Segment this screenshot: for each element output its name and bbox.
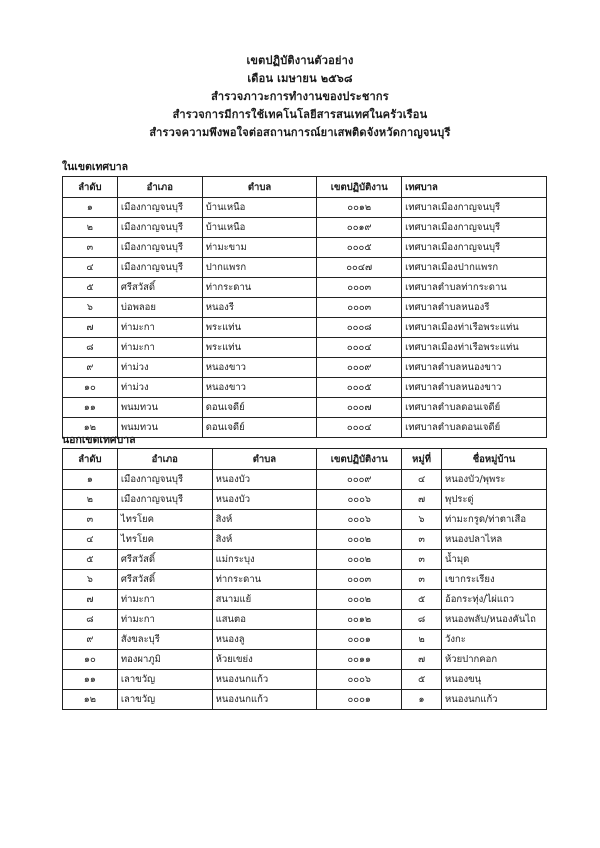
cell-ea: ๐๐๐๕ — [317, 378, 402, 398]
cell-village-name: หนองขนุ — [442, 670, 547, 690]
cell-village-no: ๒ — [402, 630, 442, 650]
table-row — [63, 490, 547, 510]
cell-subdistrict: ปากแพรก — [202, 258, 317, 278]
cell-order: ๒ — [63, 490, 118, 510]
cell-district: ศรีสวัสดิ์ — [117, 550, 212, 570]
header-subdistrict: ตำบล — [202, 177, 317, 198]
cell-subdistrict: หนองขาว — [202, 358, 317, 378]
document-title: เขตปฏิบัติงานตัวอย่าง — [246, 54, 354, 67]
cell-order: ๑๐ — [63, 378, 118, 398]
cell-order: ๓ — [63, 238, 118, 258]
cell-municipality: เทศบาลเมืองกาญจนบุรี — [402, 198, 547, 218]
table-row — [63, 610, 547, 630]
cell-order: ๔ — [63, 258, 118, 278]
cell-order: ๙ — [63, 630, 118, 650]
cell-subdistrict: ดอนเจดีย์ — [202, 418, 317, 438]
cell-district: เมืองกาญจนบุรี — [117, 238, 202, 258]
table-row — [63, 318, 547, 338]
cell-subdistrict: ท่ามะขาม — [202, 238, 317, 258]
table-row — [63, 338, 547, 358]
cell-village-no: ๕ — [402, 590, 442, 610]
table-row — [63, 630, 547, 650]
header-district: อำเภอ — [117, 177, 202, 198]
cell-ea: ๐๐๐๓ — [317, 298, 402, 318]
cell-order: ๑๑ — [63, 670, 118, 690]
cell-order: ๕ — [63, 550, 118, 570]
cell-municipality: เทศบาลตำบลหนองรี — [402, 298, 547, 318]
cell-municipality: เทศบาลตำบลดอนเจดีย์ — [402, 418, 547, 438]
cell-subdistrict: หนองบัว — [212, 490, 317, 510]
cell-village-name: หนองพลับ/หนองคันไถ — [442, 610, 547, 630]
cell-village-no: ๓ — [402, 570, 442, 590]
cell-village-name: หนองบัว/พุพระ — [442, 470, 547, 490]
table-row — [63, 650, 547, 670]
cell-order: ๗ — [63, 318, 118, 338]
cell-order: ๖ — [63, 298, 118, 318]
cell-order: ๖ — [63, 570, 118, 590]
header-village-no: หมู่ที่ — [402, 449, 442, 470]
cell-village-name: วังกะ — [442, 630, 547, 650]
cell-village-no: ๓ — [402, 550, 442, 570]
cell-ea: ๐๐๔๗ — [317, 258, 402, 278]
cell-district: เลาขวัญ — [117, 690, 212, 710]
cell-ea: ๐๐๑๙ — [317, 218, 402, 238]
header-order: ลำดับ — [63, 449, 118, 470]
cell-district: ไทรโยค — [117, 510, 212, 530]
cell-village-no: ๕ — [402, 670, 442, 690]
cell-order: ๓ — [63, 510, 118, 530]
cell-village-name: เขากระเรียง — [442, 570, 547, 590]
cell-district: เลาขวัญ — [117, 670, 212, 690]
table-row — [63, 690, 547, 710]
cell-ea: ๐๐๐๓ — [317, 278, 402, 298]
cell-village-no: ๔ — [402, 470, 442, 490]
cell-order: ๑๑ — [63, 398, 118, 418]
cell-village-name: ห้วยปากคอก — [442, 650, 547, 670]
table-row — [63, 470, 547, 490]
cell-ea: ๐๐๐๙ — [317, 358, 402, 378]
cell-village-no: ๘ — [402, 610, 442, 630]
cell-municipality: เทศบาลตำบลท่ากระดาน — [402, 278, 547, 298]
table-row — [63, 530, 547, 550]
nonmunicipal-section-label: นอกเขตเทศบาล — [62, 434, 136, 446]
cell-district: บ่อพลอย — [117, 298, 202, 318]
cell-village-name: อ้อกระทุ่ง/ไผ่แถว — [442, 590, 547, 610]
cell-municipality: เทศบาลตำบลหนองขาว — [402, 358, 547, 378]
cell-ea: ๐๐๐๒ — [317, 590, 402, 610]
table-row — [63, 398, 547, 418]
cell-village-name: พุประดู่ — [442, 490, 547, 510]
cell-ea: ๐๐๐๑ — [317, 690, 402, 710]
cell-order: ๑๒ — [63, 690, 118, 710]
cell-subdistrict: พระแท่น — [202, 338, 317, 358]
cell-district: เมืองกาญจนบุรี — [117, 470, 212, 490]
cell-district: ท่ามะกา — [117, 338, 202, 358]
cell-subdistrict: ท่ากระดาน — [212, 570, 317, 590]
cell-ea: ๐๐๐๘ — [317, 318, 402, 338]
cell-order: ๘ — [63, 338, 118, 358]
cell-ea: ๐๐๐๒ — [317, 550, 402, 570]
table-row — [63, 510, 547, 530]
cell-village-no: ๗ — [402, 490, 442, 510]
cell-district: ท่ามะกา — [117, 318, 202, 338]
cell-ea: ๐๐๐๖ — [317, 490, 402, 510]
cell-district: ไทรโยค — [117, 530, 212, 550]
cell-subdistrict: หนองรี — [202, 298, 317, 318]
survey-title-2: สำรวจการมีการใช้เทคโนโลยีสารสนเทศในครัวเรือน — [172, 108, 428, 121]
cell-ea: ๐๐๑๒ — [317, 610, 402, 630]
cell-order: ๕ — [63, 278, 118, 298]
cell-district: สังขละบุรี — [117, 630, 212, 650]
cell-village-no: ๑ — [402, 690, 442, 710]
cell-village-name: น้ำมุด — [442, 550, 547, 570]
table-row — [63, 570, 547, 590]
cell-ea: ๐๐๐๔ — [317, 338, 402, 358]
cell-subdistrict: หนองบัว — [212, 470, 317, 490]
cell-village-name: ท่ามะกรูด/ท่าตาเสือ — [442, 510, 547, 530]
cell-ea: ๐๐๐๙ — [317, 470, 402, 490]
table-row — [63, 198, 547, 218]
cell-district: ท่าม่วง — [117, 358, 202, 378]
table-row — [63, 378, 547, 398]
cell-subdistrict: หนองลู — [212, 630, 317, 650]
cell-municipality: เทศบาลเมืองปากแพรก — [402, 258, 547, 278]
cell-district: ศรีสวัสดิ์ — [117, 570, 212, 590]
cell-order: ๙ — [63, 358, 118, 378]
cell-order: ๑ — [63, 470, 118, 490]
municipal-section-label: ในเขตเทศบาล — [62, 161, 129, 173]
nonmunicipal-table — [62, 448, 547, 710]
table-row — [63, 550, 547, 570]
cell-ea: ๐๐๐๖ — [317, 670, 402, 690]
municipal-header-row — [63, 177, 547, 198]
nonmunicipal-header-row — [63, 449, 547, 470]
cell-district: เมืองกาญจนบุรี — [117, 218, 202, 238]
cell-ea: ๐๐๐๖ — [317, 510, 402, 530]
cell-subdistrict: แม่กระบุง — [212, 550, 317, 570]
table-row — [63, 358, 547, 378]
table-row — [63, 238, 547, 258]
cell-district: ท่าม่วง — [117, 378, 202, 398]
cell-village-no: ๖ — [402, 510, 442, 530]
cell-municipality: เทศบาลตำบลดอนเจดีย์ — [402, 398, 547, 418]
cell-district: เมืองกาญจนบุรี — [117, 258, 202, 278]
cell-ea: ๐๐๐๑ — [317, 630, 402, 650]
cell-order: ๒ — [63, 218, 118, 238]
header-ea: เขตปฏิบัติงาน — [317, 449, 402, 470]
cell-subdistrict: สิงห์ — [212, 510, 317, 530]
cell-subdistrict: บ้านเหนือ — [202, 218, 317, 238]
cell-order: ๑ — [63, 198, 118, 218]
cell-municipality: เทศบาลเมืองท่าเรือพระแท่น — [402, 338, 547, 358]
survey-title-1: สำรวจภาวะการทำงานของประชากร — [211, 90, 389, 103]
header-ea: เขตปฏิบัติงาน — [317, 177, 402, 198]
cell-district: ท่ามะกา — [117, 590, 212, 610]
table-row — [63, 278, 547, 298]
cell-order: ๗ — [63, 590, 118, 610]
cell-order: ๑๐ — [63, 650, 118, 670]
cell-order: ๔ — [63, 530, 118, 550]
document-month: เดือน เมษายน ๒๕๖๘ — [247, 72, 353, 85]
cell-subdistrict: บ้านเหนือ — [202, 198, 317, 218]
table-row — [63, 298, 547, 318]
cell-village-no: ๗ — [402, 650, 442, 670]
cell-subdistrict: ท่ากระดาน — [202, 278, 317, 298]
cell-district: ทองผาภูมิ — [117, 650, 212, 670]
cell-village-no: ๓ — [402, 530, 442, 550]
cell-subdistrict: หนองขาว — [202, 378, 317, 398]
document-header — [0, 52, 600, 142]
cell-subdistrict: พระแท่น — [202, 318, 317, 338]
cell-ea: ๐๐๐๗ — [317, 398, 402, 418]
cell-subdistrict: สิงห์ — [212, 530, 317, 550]
cell-subdistrict: สนามแย้ — [212, 590, 317, 610]
cell-ea: ๐๐๐๒ — [317, 530, 402, 550]
cell-district: พนมทวน — [117, 418, 202, 438]
cell-order: ๘ — [63, 610, 118, 630]
table-row — [63, 218, 547, 238]
cell-municipality: เทศบาลเมืองกาญจนบุรี — [402, 238, 547, 258]
header-village-name: ชื่อหมู่บ้าน — [442, 449, 547, 470]
header-subdistrict: ตำบล — [212, 449, 317, 470]
table-row — [63, 590, 547, 610]
municipal-table — [62, 176, 547, 438]
cell-municipality: เทศบาลเมืองกาญจนบุรี — [402, 218, 547, 238]
cell-subdistrict: หนองนกแก้ว — [212, 690, 317, 710]
cell-subdistrict: ห้วยเขย่ง — [212, 650, 317, 670]
header-order: ลำดับ — [63, 177, 118, 198]
cell-municipality: เทศบาลเมืองท่าเรือพระแท่น — [402, 318, 547, 338]
cell-district: เมืองกาญจนบุรี — [117, 198, 202, 218]
cell-subdistrict: แสนตอ — [212, 610, 317, 630]
header-district: อำเภอ — [117, 449, 212, 470]
table-row — [63, 258, 547, 278]
table-row — [63, 670, 547, 690]
survey-title-3: สำรวจความพึงพอใจต่อสถานการณ์ยาเสพติดจังหวัดกาญจนบุรี — [149, 126, 451, 139]
cell-subdistrict: ดอนเจดีย์ — [202, 398, 317, 418]
header-municipality: เทศบาล — [402, 177, 547, 198]
cell-village-name: หนองนกแก้ว — [442, 690, 547, 710]
cell-ea: ๐๐๐๔ — [317, 418, 402, 438]
cell-district: ศรีสวัสดิ์ — [117, 278, 202, 298]
cell-village-name: หนองปลาไหล — [442, 530, 547, 550]
cell-ea: ๐๐๐๓ — [317, 570, 402, 590]
cell-subdistrict: หนองนกแก้ว — [212, 670, 317, 690]
cell-ea: ๐๐๑๒ — [317, 198, 402, 218]
cell-ea: ๐๐๑๑ — [317, 650, 402, 670]
cell-district: พนมทวน — [117, 398, 202, 418]
cell-order: ๑๒ — [63, 418, 118, 438]
cell-municipality: เทศบาลตำบลหนองขาว — [402, 378, 547, 398]
cell-ea: ๐๐๐๕ — [317, 238, 402, 258]
cell-district: เมืองกาญจนบุรี — [117, 490, 212, 510]
cell-district: ท่ามะกา — [117, 610, 212, 630]
